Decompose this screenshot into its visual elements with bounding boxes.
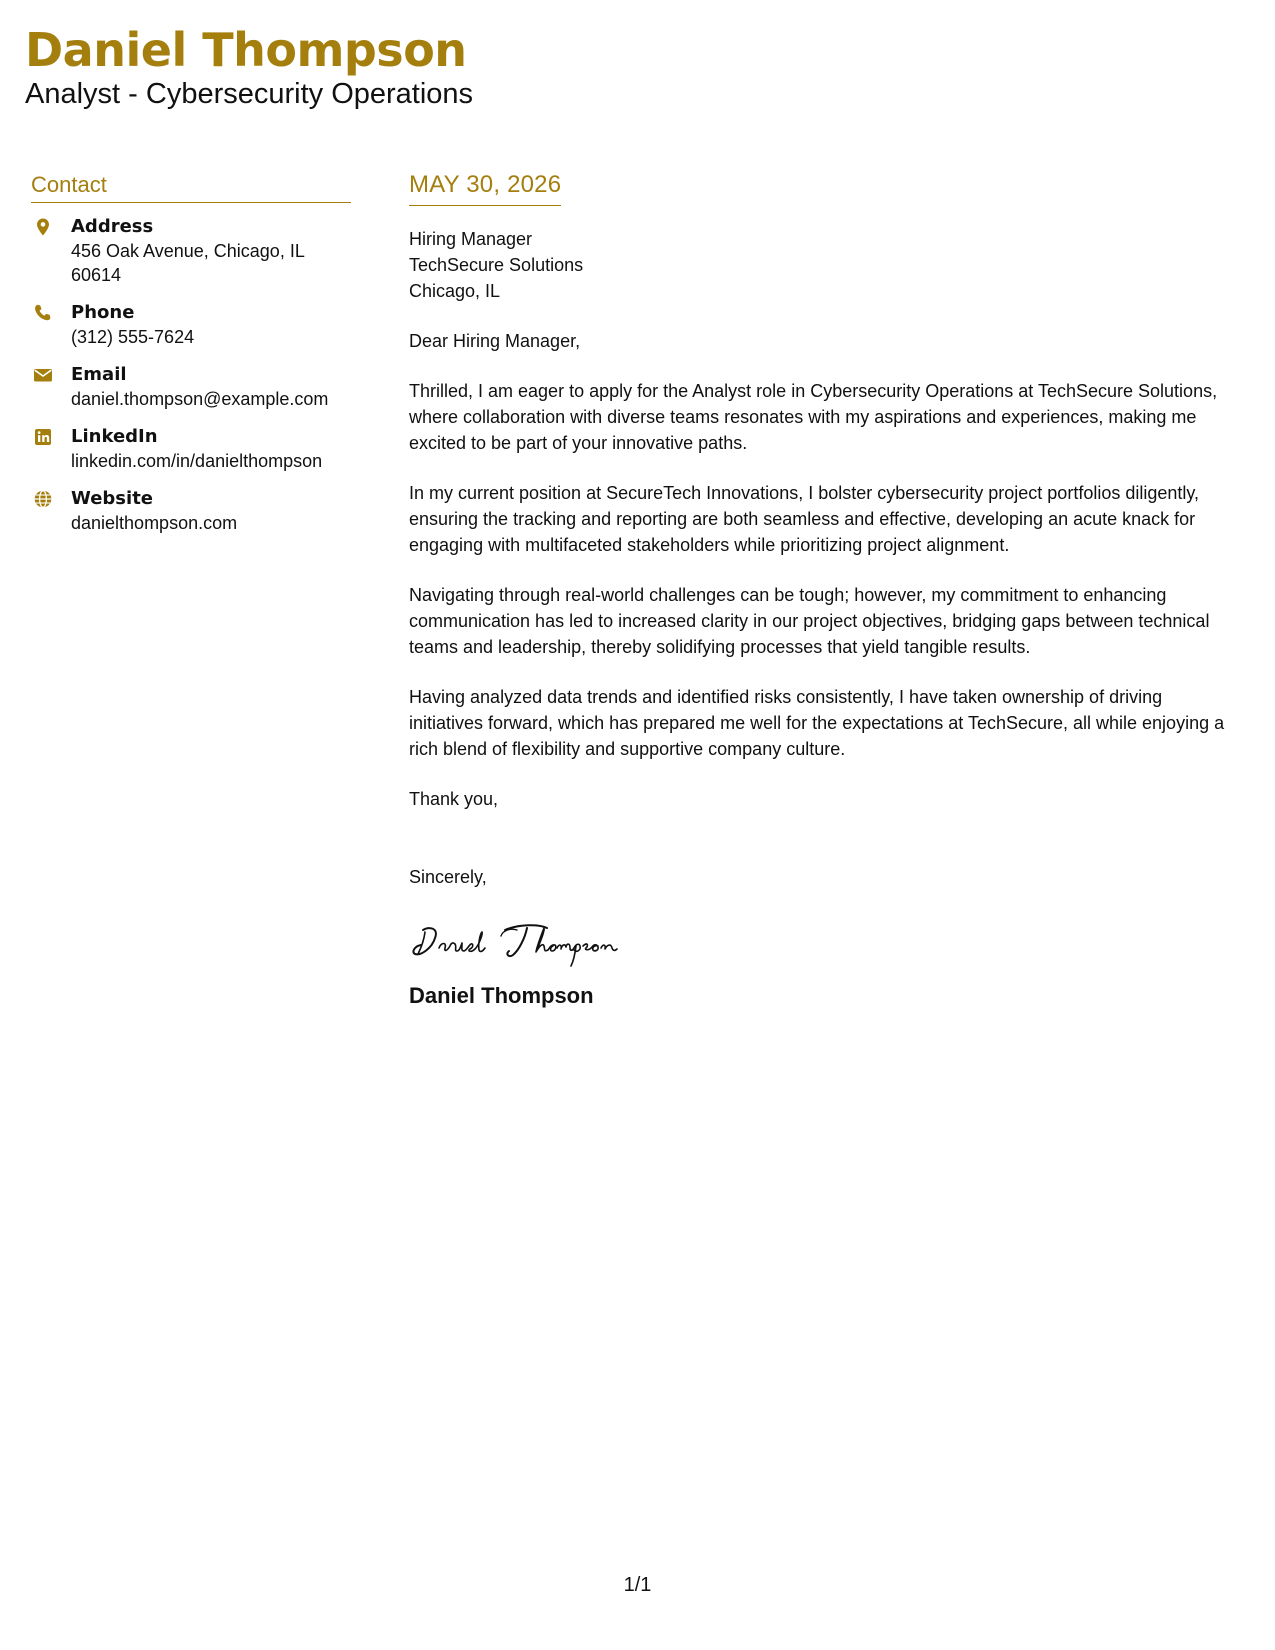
letter-date: MAY 30, 2026 — [409, 171, 561, 206]
recipient-block — [409, 226, 1239, 304]
phone-value: (312) 555-7624 — [71, 327, 195, 347]
globe-icon — [33, 489, 53, 509]
contact-item-phone — [31, 301, 351, 349]
body-paragraph-4: Having analyzed data trends and identified risks consistently, I have taken ownership of driving initiatives forward, which has prepared me well for the expectations at TechSecure, all while enjoying a rich blend of flexibility and supportive company culture. — [409, 687, 1225, 759]
body-paragraph-1: Thrilled, I am eager to apply for the Analyst role in Cybersecurity Operations at TechSecure Solutions, where collaboration with diverse teams resonates with my aspirations and experiences, making me excited to be part of your innovative paths. — [409, 381, 1218, 453]
website-label: Website — [71, 488, 154, 509]
thanks-line: Thank you, — [409, 789, 499, 809]
contact-sidebar — [31, 172, 351, 549]
phone-icon — [33, 303, 53, 323]
linkedin-icon — [33, 427, 53, 447]
contact-item-address — [31, 215, 351, 287]
applicant-name: Daniel Thompson — [25, 23, 467, 77]
website-value: danielthompson.com — [71, 513, 238, 533]
email-label: Email — [71, 364, 127, 385]
email-value: daniel.thompson@example.com — [71, 389, 329, 409]
address-line-2: 60614 — [71, 265, 122, 285]
page-number: 1/1 — [623, 1574, 652, 1596]
salutation: Dear Hiring Manager, — [409, 331, 581, 351]
contact-section-title: Contact — [31, 172, 351, 203]
signer-name: Daniel Thompson — [409, 983, 594, 1008]
address-line-1: 456 Oak Avenue, Chicago, IL — [71, 241, 305, 261]
recipient-line-1: Hiring Manager — [409, 229, 533, 249]
contact-item-website — [31, 487, 351, 535]
letter-header — [25, 22, 473, 112]
linkedin-value: linkedin.com/in/danielthompson — [71, 451, 323, 471]
address-label: Address — [71, 216, 154, 237]
recipient-line-3: Chicago, IL — [409, 281, 501, 301]
envelope-icon — [33, 365, 53, 385]
contact-item-email — [31, 363, 351, 411]
contact-item-linkedin — [31, 425, 351, 473]
recipient-line-2: TechSecure Solutions — [409, 255, 584, 275]
letter-body — [409, 171, 1239, 1010]
body-paragraph-3: Navigating through real-world challenges can be tough; however, my commitment to enhancing communication has led to increased clarity in our project objectives, bridging gaps between technical teams and leadership, thereby solidifying processes that yield tangible results. — [409, 585, 1210, 657]
body-paragraph-2: In my current position at SecureTech Innovations, I bolster cybersecurity project portfolios diligently, ensuring the tracking and reporting are both seamless and effective, developing an acute knack for engaging with multifaceted stakeholders while prioritizing project alignment. — [409, 483, 1200, 555]
handwritten-signature — [409, 912, 669, 972]
applicant-role: Analyst - Cybersecurity Operations — [25, 78, 474, 110]
phone-label: Phone — [71, 302, 135, 323]
location-pin-icon — [33, 217, 53, 237]
linkedin-label: LinkedIn — [71, 426, 158, 447]
closing-line: Sincerely, — [409, 867, 487, 887]
